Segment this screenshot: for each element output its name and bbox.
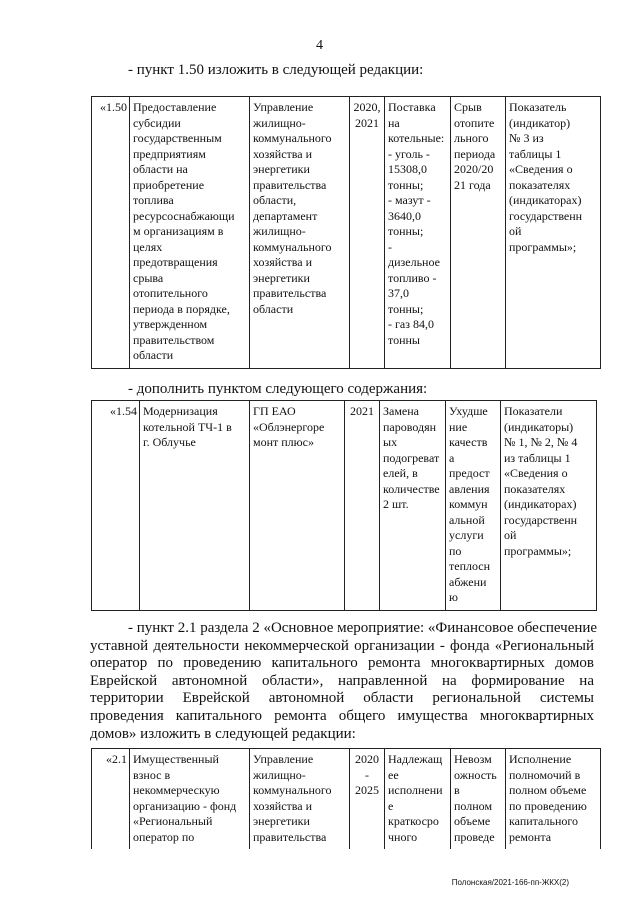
- cell-line: некоммерческую: [133, 783, 220, 797]
- cell-years: [345, 401, 380, 611]
- document-footer-id: Полонская/2021-166-пп-ЖКХ(2): [451, 878, 569, 887]
- cell-indicator: [501, 401, 597, 611]
- cell-activity: [130, 749, 250, 850]
- cell-line: хозяйства и: [253, 798, 313, 813]
- cell-line: Управление: [253, 752, 314, 766]
- cell-line: Ухудше: [449, 404, 488, 418]
- cell-line: программы»;: [504, 543, 572, 558]
- cell-line: услуги: [449, 528, 484, 542]
- cell-line: 2020,: [353, 100, 381, 114]
- cell-line: краткосро: [388, 814, 439, 828]
- cell-line: «1.50: [100, 100, 127, 114]
- table-row: [92, 97, 601, 369]
- cell-line: жилищно-: [253, 767, 306, 782]
- cell-line: Предоставление: [133, 100, 217, 114]
- cell-line: коммунального: [253, 131, 332, 145]
- cell-line: 2020: [355, 752, 379, 766]
- cell-line: по проведению: [509, 798, 587, 813]
- cell-activity: [130, 97, 250, 369]
- cell-line: программы»;: [509, 239, 577, 254]
- cell-line: ее: [388, 767, 399, 782]
- cell-line: 3640,0: [388, 208, 421, 223]
- cell-line: 2 шт.: [383, 497, 409, 511]
- cell-line: № 3 из: [509, 131, 544, 145]
- cell-line: е: [388, 798, 394, 813]
- cell-line: топливо -: [388, 270, 437, 285]
- cell-line: качеств: [449, 435, 488, 449]
- cell-line: Поставка: [388, 100, 436, 114]
- cell-line: елей, в: [383, 466, 418, 480]
- paragraph-line: Еврейской автономной области», направленной на формирование на: [90, 672, 594, 689]
- cell-line: ых: [383, 435, 398, 449]
- table-item-2-1: [91, 748, 601, 849]
- cell-line: из таблицы 1: [504, 450, 571, 465]
- paragraph-line: территории Еврейской автономной области региональной системы: [90, 690, 594, 707]
- cell-line: коммун: [449, 497, 488, 511]
- cell-line: жилищно-: [253, 224, 306, 238]
- cell-line: взнос в: [133, 767, 171, 782]
- cell-line: целях: [133, 239, 163, 254]
- cell-line: Надлежащ: [388, 752, 443, 766]
- cell-line: периода: [454, 146, 496, 161]
- cell-line: полном объеме: [509, 783, 587, 797]
- cell-line: Показатели: [504, 404, 563, 418]
- cell-line: а: [449, 450, 455, 465]
- paragraph-line: домов» изложить в следующей редакции:: [90, 725, 356, 742]
- cell-line: количестве: [383, 481, 440, 496]
- cell-line: по: [449, 543, 462, 558]
- cell-line: показателях: [504, 481, 566, 496]
- cell-line: срыва: [133, 270, 164, 285]
- cell-line: капитального: [509, 814, 578, 828]
- cell-line: - газ 84,0: [388, 317, 434, 331]
- cell-line: полном: [454, 798, 493, 813]
- cell-line: субсидии: [133, 115, 181, 130]
- cell-line: области,: [253, 193, 297, 207]
- cell-line: тонны;: [388, 177, 424, 192]
- cell-line: (индикатор): [509, 115, 571, 130]
- cell-line: 2025: [355, 783, 379, 797]
- paragraph-line: проведения капитального ремонта общего имущества многоквартирных: [90, 707, 594, 724]
- cell-line: котельные:: [388, 131, 445, 145]
- cell-line: Имущественный: [133, 752, 219, 766]
- cell-line: коммунального: [253, 783, 332, 797]
- cell-line: «2.1: [106, 752, 127, 766]
- cell-line: (индикаторах): [504, 497, 577, 511]
- cell-executor: [250, 401, 345, 611]
- cell-line: энергетики: [253, 814, 310, 828]
- cell-line: Исполнение: [509, 752, 572, 766]
- cell-line: ГП ЕАО: [253, 404, 296, 418]
- cell-line: государственным: [133, 131, 222, 145]
- cell-line: области: [133, 348, 174, 362]
- cell-line: энергетики: [253, 162, 310, 176]
- cell-line: -: [388, 239, 392, 254]
- cell-line: правительства: [253, 286, 327, 300]
- cell-line: государственн: [509, 208, 583, 223]
- cell-line: топлива: [133, 193, 174, 207]
- cell-line: правительства: [253, 829, 327, 844]
- cell-line: альной: [449, 512, 485, 527]
- section-2-heading: - дополнить пунктом следующего содержания:: [128, 381, 428, 397]
- cell-line: хозяйства и: [253, 146, 313, 161]
- paragraph-line: уставной деятельности некоммерческой организации - фонда «Региональный: [90, 637, 594, 654]
- cell-item-number: [92, 401, 140, 611]
- cell-line: жилищно-: [253, 115, 306, 130]
- cell-line: полномочий в: [509, 767, 581, 782]
- cell-line: ожность: [454, 767, 497, 782]
- cell-result: [385, 749, 451, 850]
- cell-consequences: [451, 749, 506, 850]
- cell-line: «Облэнергоре: [253, 419, 325, 434]
- cell-line: ю: [449, 590, 458, 604]
- cell-consequences: [446, 401, 501, 611]
- cell-line: дизельное: [388, 255, 440, 269]
- cell-line: «Сведения о: [504, 466, 568, 480]
- cell-line: ой: [509, 224, 522, 238]
- cell-line: Срыв: [454, 100, 482, 114]
- table-item-1-50: [91, 96, 601, 369]
- cell-line: 2020/20: [454, 162, 494, 176]
- cell-line: области на: [133, 162, 188, 176]
- cell-consequences: [451, 97, 506, 369]
- cell-line: тонны: [388, 332, 420, 347]
- cell-line: г. Облучье: [143, 435, 196, 449]
- cell-line: проведе: [454, 829, 495, 844]
- paragraph-line: оператор по проведению капитального ремонта многоквартирных домов: [90, 655, 594, 672]
- cell-line: предост: [449, 466, 490, 480]
- cell-line: 37,0: [388, 286, 409, 300]
- cell-result: [385, 97, 451, 369]
- cell-line: подогреват: [383, 450, 440, 465]
- cell-line: - уголь -: [388, 146, 430, 161]
- cell-line: области: [253, 301, 294, 316]
- cell-line: -: [365, 767, 369, 782]
- cell-item-number: [92, 97, 130, 369]
- cell-line: исполнени: [388, 783, 443, 797]
- cell-line: № 1, № 2, № 4: [504, 435, 578, 449]
- cell-executor: [250, 97, 350, 369]
- cell-line: департамент: [253, 208, 318, 223]
- cell-line: 15308,0: [388, 162, 427, 176]
- cell-line: показателях: [509, 177, 571, 192]
- cell-line: тонны;: [388, 301, 424, 316]
- table-item-1-54: [91, 400, 597, 611]
- cell-indicator: [506, 97, 601, 369]
- cell-line: ресурсоснабжающи: [133, 208, 235, 223]
- cell-line: 2021: [350, 404, 374, 418]
- cell-line: коммунального: [253, 239, 332, 254]
- cell-line: - мазут -: [388, 193, 431, 207]
- cell-line: предотвращения: [133, 255, 218, 269]
- cell-line: «Сведения о: [509, 162, 573, 176]
- cell-line: (индикаторах): [509, 193, 582, 207]
- cell-line: организацию - фонд: [133, 798, 237, 813]
- cell-activity: [140, 401, 250, 611]
- cell-years: [350, 749, 385, 850]
- cell-line: котельной ТЧ-1 в: [143, 419, 232, 434]
- cell-line: таблицы 1: [509, 146, 562, 161]
- cell-line: правительством: [133, 332, 215, 347]
- cell-line: предприятиям: [133, 146, 206, 161]
- cell-line: приобретение: [133, 177, 205, 192]
- cell-line: Замена: [383, 404, 420, 418]
- cell-line: абжени: [449, 574, 487, 589]
- cell-line: 2021: [355, 115, 379, 130]
- cell-line: периода в порядке,: [133, 301, 230, 316]
- table-row: [92, 401, 597, 611]
- page-number: 4: [316, 38, 323, 53]
- cell-line: льного: [454, 131, 489, 145]
- cell-line: ние: [449, 419, 468, 434]
- paragraph-line: - пункт 2.1 раздела 2 «Основное мероприятие: «Финансовое обеспечение: [128, 620, 598, 636]
- cell-line: государственн: [504, 512, 578, 527]
- cell-years: [350, 97, 385, 369]
- cell-line: тонны;: [388, 224, 424, 238]
- cell-result: [380, 401, 446, 611]
- section-1-heading: - пункт 1.50 изложить в следующей редакции:: [128, 62, 424, 78]
- cell-line: Модернизация: [143, 404, 218, 418]
- cell-executor: [250, 749, 350, 850]
- cell-line: 21 года: [454, 177, 491, 192]
- cell-line: ремонта: [509, 829, 552, 844]
- cell-line: авления: [449, 481, 490, 496]
- cell-line: хозяйства и: [253, 255, 313, 269]
- cell-line: энергетики: [253, 270, 310, 285]
- cell-line: «Региональный: [133, 814, 213, 828]
- cell-line: объеме: [454, 814, 491, 828]
- cell-line: ой: [504, 528, 517, 542]
- cell-line: оператор по: [133, 829, 195, 844]
- cell-line: утвержденном: [133, 317, 208, 331]
- cell-line: Невозм: [454, 752, 492, 766]
- cell-line: монт плюс»: [253, 435, 314, 449]
- cell-line: чного: [388, 829, 418, 844]
- cell-line: «1.54: [110, 404, 137, 418]
- cell-line: Управление: [253, 100, 314, 114]
- cell-line: (индикаторы): [504, 419, 574, 434]
- cell-indicator: [506, 749, 601, 850]
- cell-line: отопительного: [133, 286, 208, 300]
- cell-line: Показатель: [509, 100, 567, 114]
- cell-line: теплосн: [449, 559, 491, 573]
- cell-line: пароводян: [383, 419, 437, 434]
- cell-line: в: [454, 783, 460, 797]
- section-3-paragraph: [90, 620, 598, 743]
- cell-line: м организациям в: [133, 224, 224, 238]
- cell-item-number: [92, 749, 130, 850]
- cell-line: отопите: [454, 115, 495, 130]
- cell-line: правительства: [253, 177, 327, 192]
- table-row: [92, 749, 601, 850]
- cell-line: на: [388, 115, 400, 130]
